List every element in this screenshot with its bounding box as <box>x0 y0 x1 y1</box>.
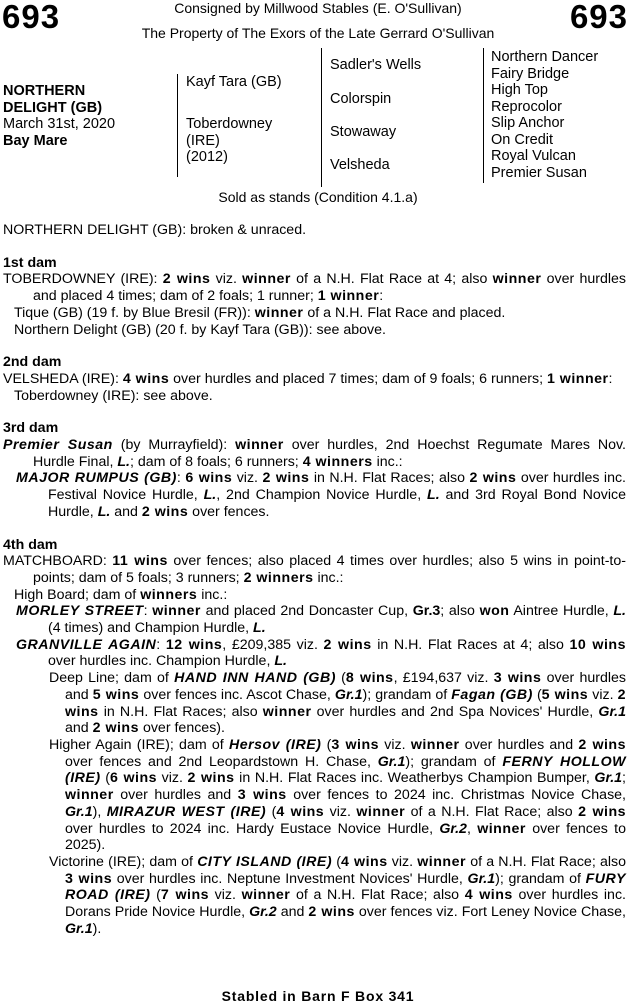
gen4-item: Royal Vulcan <box>491 148 576 164</box>
gen4-item: Premier Susan <box>491 164 587 181</box>
gen3-sire-dam: Colorspin <box>330 91 392 107</box>
fourth-dam-p6: Higher Again (IRE); dam of Hersov (IRE) (3 wins viz. winner over hurdles and 2 wins over fences and 2nd Leopardstown H. Chase, Gr.1); grandam of FERNY HOLLOW (IRE) (6 wins viz. 2 wins in N.H. Flat Races inc. Weatherbys Champion Bumper, Gr.1; winner over hurdles and 3 wins over fences to 2024 inc. Christmas Novice Chase, Gr.1), MIRAZUR WEST (IRE) (4 wins viz. winner of a N.H. Flat Race; also 2 wins over hurdles to 2024 inc. Hardy Eustace Novice Hurdle, Gr.2, winner over fences to 2025). <box>49 736 626 854</box>
fourth-dam-p1: MATCHBOARD: 11 wins over fences; also placed 4 times over hurdles; also 5 wins in point-to-points; dam of 5 foals; 3 runners; 2 winners inc.: <box>3 553 626 586</box>
first-dam-p1: TOBERDOWNEY (IRE): 2 wins viz. winner of a N.H. Flat Race at 4; also winner over hurdles and placed 4 times; dam of 2 foals; 1 runner; 1 winner: <box>3 271 626 305</box>
fourth-dam-p4: GRANVILLE AGAIN: 12 wins, £209,385 viz. 2 wins in N.H. Flat Races at 4; also 10 wins over hurdles inc. Champion Hurdle, L. <box>16 636 626 670</box>
pedigree-divider-1 <box>177 74 178 177</box>
gen4-list <box>491 49 598 181</box>
fourth-dam-p7: Victorine (IRE); dam of CITY ISLAND (IRE) (4 wins viz. winner of a N.H. Flat Race; also 3 wins over hurdles inc. Neptune Investment Novices' Hurdle, Gr.1); grandam of FURY ROAD (IRE) (7 wins viz. winner of a N.H. Flat Race; also 4 wins over hurdles inc. Dorans Pride Novice Hurdle, Gr.2 and 2 wins over fences viz. Fort Leney Novice Chase, Gr.1). <box>49 853 626 937</box>
sale-condition: Sold as stands (Condition 4.1.a) <box>218 189 418 205</box>
consignor: Consigned by Millwood Stables (E. O'Sullivan) <box>174 0 462 16</box>
fourth-dam-p5: Deep Line; dam of HAND INN HAND (GB) (8 wins, £194,637 viz. 3 wins over hurdles and 5 wins over fences inc. Ascot Chase, Gr.1); grandam of Fagan (GB) (5 wins viz. 2 wins in N.H. Flat Races; also winner over hurdles and 2nd Spa Novices' Hurdle, Gr.1 and 2 wins over fences). <box>49 670 627 737</box>
horse-name-line1: NORTHERN <box>3 83 86 99</box>
section-fourth-dam: 4th dam <box>3 536 58 553</box>
gen4-item: Reprocolor <box>491 98 562 115</box>
first-dam-p2: Tique (GB) (19 f. by Blue Bresil (FR)): winner of a N.H. Flat Race and placed. <box>14 304 506 321</box>
gen4-item: Northern Dancer <box>491 49 599 65</box>
summary: NORTHERN DELIGHT (GB): broken & unraced. <box>3 222 307 238</box>
pedigree-divider-3 <box>483 48 484 183</box>
second-dam-p1: VELSHEDA (IRE): 4 wins over hurdles and placed 7 times; dam of 9 foals; 6 runners; 1 winner: <box>3 370 613 387</box>
gen3-sire-sire: Sadler's Wells <box>330 57 422 73</box>
horse-name-line2: DELIGHT (GB) <box>3 99 103 116</box>
lot-number-right: 693 <box>569 0 628 35</box>
pedigree-divider-2 <box>321 48 322 187</box>
lot-number-left: 693 <box>2 0 61 35</box>
sex-colour: Bay Mare <box>3 132 68 149</box>
gen4-item: High Top <box>491 82 548 98</box>
gen4-item: Fairy Bridge <box>491 65 570 82</box>
gen3-dam-sire: Stowaway <box>330 124 397 140</box>
fourth-dam-p3: MORLEY STREET: winner and placed 2nd Doncaster Cup, Gr.3; also won Aintree Hurdle, L. (4 times) and Champion Hurdle, L. <box>16 603 626 637</box>
third-dam-p2: MAJOR RUMPUS (GB): 6 wins viz. 2 wins in N.H. Flat Races; also 2 wins over hurdles inc. Festival Novice Hurdle, L., 2nd Champion Novice Hurdle, L. and 3rd Royal Bond Novice Hurdle, L. and 2 wins over fences. <box>16 470 627 520</box>
dam-block <box>186 116 272 166</box>
gen4-item: Slip Anchor <box>491 115 565 131</box>
third-dam-p1: Premier Susan (by Murrayfield): winner over hurdles, 2nd Hoechst Regumate Mares Nov. Hurdle Final, L.; dam of 8 foals; 6 runners; 4 winners inc.: <box>3 437 626 470</box>
section-second-dam: 2nd dam <box>3 354 62 371</box>
dam-line2: (IRE) <box>186 132 220 149</box>
dam-line3: (2012) <box>186 149 228 165</box>
section-third-dam: 3rd dam <box>3 420 59 437</box>
first-dam-p3: Northern Delight (GB) (20 f. by Kayf Tara (GB)): see above. <box>14 321 386 338</box>
foaled-date: March 31st, 2020 <box>3 116 116 132</box>
second-dam-p2: Toberdowney (IRE): see above. <box>14 387 213 404</box>
catalogue-body <box>3 222 626 937</box>
horse-identity <box>3 83 115 149</box>
fourth-dam-p2: High Board; dam of winners inc.: <box>14 586 228 603</box>
stabling-info: Stabled in Barn F Box 341 <box>221 988 415 1004</box>
gen3-dam-dam: Velsheda <box>330 157 390 173</box>
property-line: The Property of The Exors of the Late Gerrard O'Sullivan <box>141 25 495 41</box>
dam-line1: Toberdowney <box>186 116 273 132</box>
sire: Kayf Tara (GB) <box>186 74 282 90</box>
gen4-item: On Credit <box>491 131 554 148</box>
section-first-dam: 1st dam <box>3 254 57 271</box>
